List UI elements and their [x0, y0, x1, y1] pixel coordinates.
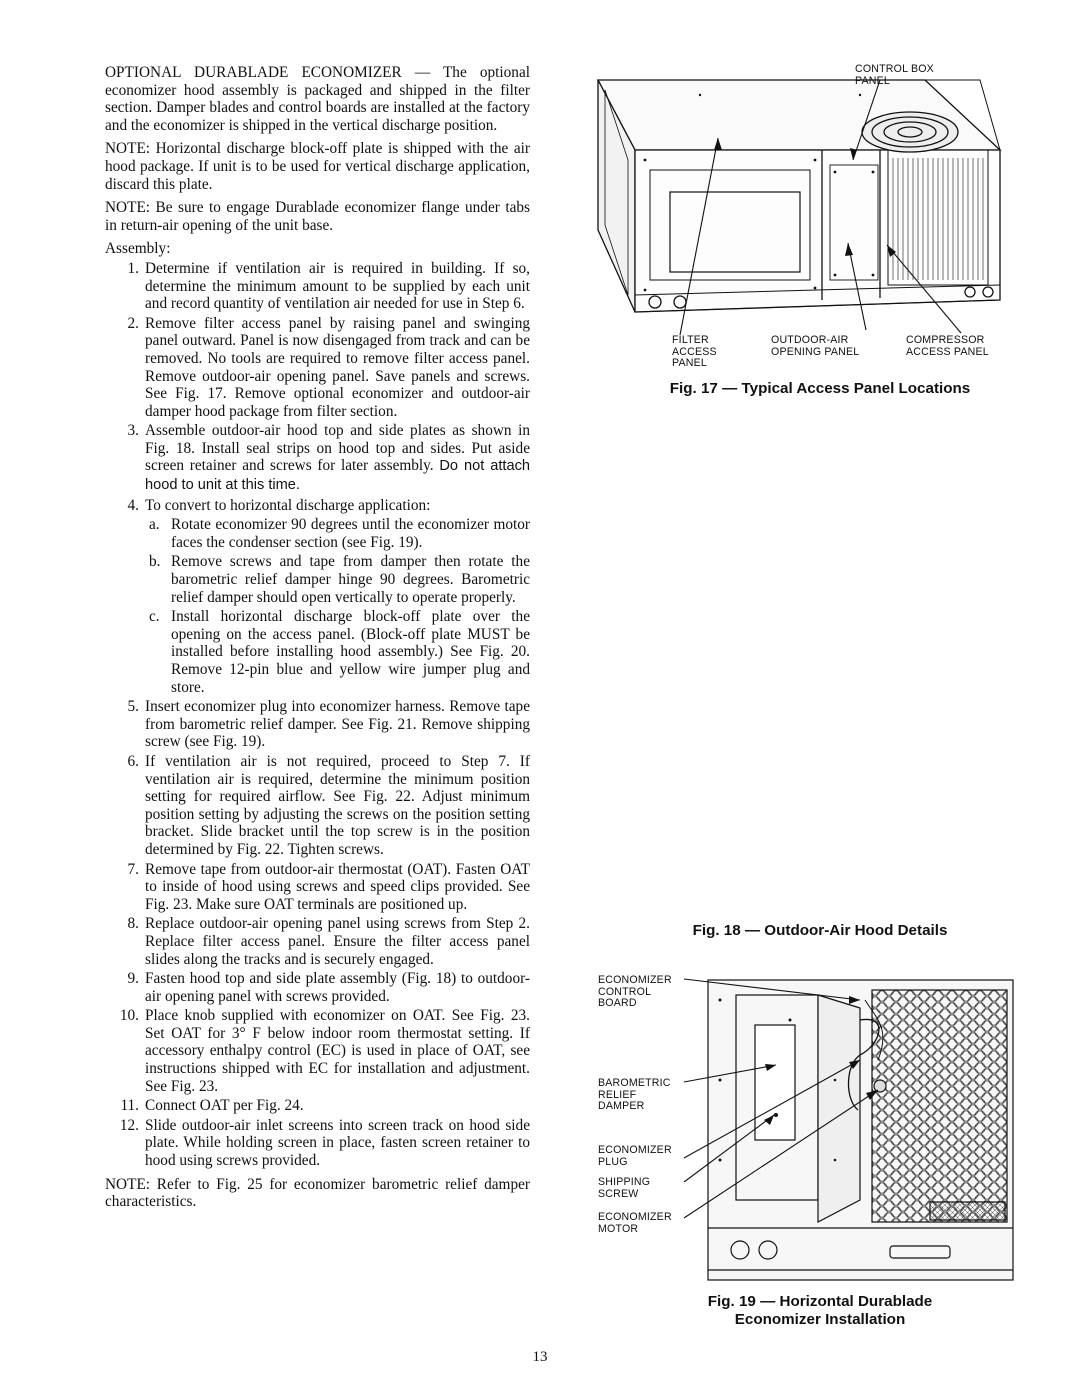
fig17-unit-illustration	[560, 0, 1080, 360]
step-number: 5.	[127, 698, 139, 716]
step-number: 3.	[127, 422, 139, 440]
step-3	[105, 422, 530, 494]
step-number: 8.	[127, 915, 139, 933]
step-text: Replace outdoor-air opening panel using screws from Step 2. Replace filter access panel. Ensure the filter access panel slides along the tracks and is securely engaged.	[145, 915, 530, 968]
page-number: 13	[532, 1349, 548, 1365]
fig19-label-motor: ECONOMIZER MOTOR	[598, 1211, 672, 1235]
step-9	[105, 970, 530, 1005]
fig19-caption-line2: Economizer Installation	[734, 1311, 906, 1328]
fig19-economizer-illustration	[560, 960, 1080, 1290]
substep-text: Rotate economizer 90 degrees until the economizer motor faces the condenser section (see Fig. 19).	[171, 516, 530, 551]
step-text: Fasten hood top and side plate assembly (Fig. 18) to outdoor-air opening panel with screws provided.	[145, 970, 530, 1005]
step-number: 6.	[127, 752, 139, 770]
step-number: 10.	[119, 1007, 139, 1025]
substep-letter: c.	[149, 608, 160, 626]
fig17-label-compressor: COMPRESSOR ACCESS PANEL	[906, 334, 989, 358]
step-number: 7.	[127, 860, 139, 878]
substep-text: Remove screws and tape from damper then rotate the barometric relief damper hinge 90 degrees. Barometric relief damper should open vertically to operate properly.	[171, 553, 530, 606]
step-text: To convert to horizontal discharge application:	[145, 496, 431, 514]
fig18-caption: Fig. 18 — Outdoor-Air Hood Details	[692, 922, 948, 939]
closing-note: NOTE: Refer to Fig. 25 for economizer barometric relief damper characteristics.	[105, 1175, 530, 1211]
step-text: Connect OAT per Fig. 24.	[145, 1097, 304, 1115]
fig17-label-control-box: CONTROL BOX PANEL	[855, 63, 934, 87]
step-number: 11.	[120, 1097, 139, 1115]
step-8	[105, 915, 530, 968]
step-text: Slide outdoor-air inlet screens into screen track on hood side plate. While holding screen in place, fasten screen retainer to hood using screws provided.	[145, 1116, 530, 1170]
step-number: 1.	[127, 259, 139, 277]
step-4	[105, 497, 530, 697]
step-7	[105, 861, 530, 914]
step-5	[105, 698, 530, 751]
step-number: 4.	[127, 496, 139, 514]
substeps	[145, 516, 530, 696]
fig17-caption: Fig. 17 — Typical Access Panel Locations	[669, 380, 971, 397]
left-text-column	[105, 64, 530, 1217]
step-warning: Do not attach hood to unit at this time.	[145, 458, 530, 494]
substep-letter: a.	[149, 516, 160, 534]
step-6	[105, 753, 530, 859]
substep-text: Install horizontal discharge block-off plate over the opening on the access panel. (Block-off plate MUST be installed before installing hood assembly.) See Fig. 20. Remove 12-pin blue and yellow wire jumper plug and store.	[171, 608, 530, 696]
fig19-label-plug: ECONOMIZER PLUG	[598, 1144, 672, 1168]
fig17-label-outdoor-air: OUTDOOR-AIR OPENING PANEL	[771, 334, 860, 358]
fig19-label-shipping-screw: SHIPPING SCREW	[598, 1176, 651, 1200]
fig19-label-relief-damper: BAROMETRIC RELIEF DAMPER	[598, 1077, 671, 1112]
fig17-label-filter: FILTER ACCESS PANEL	[672, 334, 717, 369]
right-figure-column	[560, 0, 1080, 1397]
assembly-steps	[105, 260, 530, 1170]
step-text: Remove filter access panel by raising panel and swinging panel outward. Panel is now disengaged from track and can be removed. No tools are required to remove filter access panel. Remove outdoor-air opening panel. Save panels and screws. See Fig. 17. Remove optional economizer and outdoor-air damper hood package from filter section.	[145, 314, 530, 420]
step-number: 9.	[127, 970, 139, 988]
step-text: Remove tape from outdoor-air thermostat (OAT). Fasten OAT to inside of hood using screws and speed clips provided. See Fig. 23. Make sure OAT terminals are positioned up.	[145, 860, 530, 913]
substep-c	[145, 608, 530, 696]
step-2	[105, 315, 530, 421]
step-number: 2.	[127, 314, 139, 332]
step-12	[105, 1117, 530, 1170]
step-10	[105, 1007, 530, 1095]
step-11	[105, 1097, 530, 1115]
intro-paragraph-1: OPTIONAL DURABLADE ECONOMIZER — The optional economizer hood assembly is packaged and shipped in the filter section. Damper blades and control boards are installed at the factory and the economizer is shipped in the vertical discharge position.	[105, 64, 530, 134]
step-text: Insert economizer plug into economizer harness. Remove tape from barometric relief damper. See Fig. 21. Remove shipping screw (see Fig. 19).	[145, 698, 530, 751]
step-number: 12.	[119, 1116, 139, 1134]
step-1	[105, 260, 530, 313]
substep-b	[145, 553, 530, 606]
step-text: If ventilation air is not required, proceed to Step 7. If ventilation air is required, determine the minimum position setting for required airflow. See Fig. 22. Adjust minimum position setting by adjusting the screws on the position setting bracket. Slide bracket until the top screw is in the position determined by Fig. 22. Tighten screws.	[145, 752, 530, 858]
step-text: Place knob supplied with economizer on OAT. See Fig. 23. Set OAT for 3° F below indoor room thermostat setting. If accessory enthalpy control (EC) is used in place of OAT, see instructions shipped with EC for installation and adjustment. See Fig. 23.	[145, 1007, 530, 1095]
step-text: Determine if ventilation air is required in building. If so, determine the minimum amount to be supplied by each unit and record quantity of ventilation air needed for use in Step 6.	[145, 259, 530, 313]
intro-paragraph-3: NOTE: Be sure to engage Durablade economizer flange under tabs in return-air opening of the unit base.	[105, 199, 530, 234]
intro-paragraph-2: NOTE: Horizontal discharge block-off plate is shipped with the air hood package. If unit is to be used for vertical discharge application, discard this plate.	[105, 140, 530, 193]
fig19-caption-line1: Fig. 19 — Horizontal Durablade	[707, 1293, 933, 1310]
substep-letter: b.	[149, 553, 161, 571]
substep-a	[145, 516, 530, 551]
assembly-heading: Assembly:	[105, 240, 171, 258]
step-text: Assemble outdoor-air hood top and side plates as shown in Fig. 18. Install seal strips on hood top and sides. Put aside screen retainer and screws for later assembly.	[145, 422, 530, 475]
fig19-label-control-board: ECONOMIZER CONTROL BOARD	[598, 974, 672, 1009]
